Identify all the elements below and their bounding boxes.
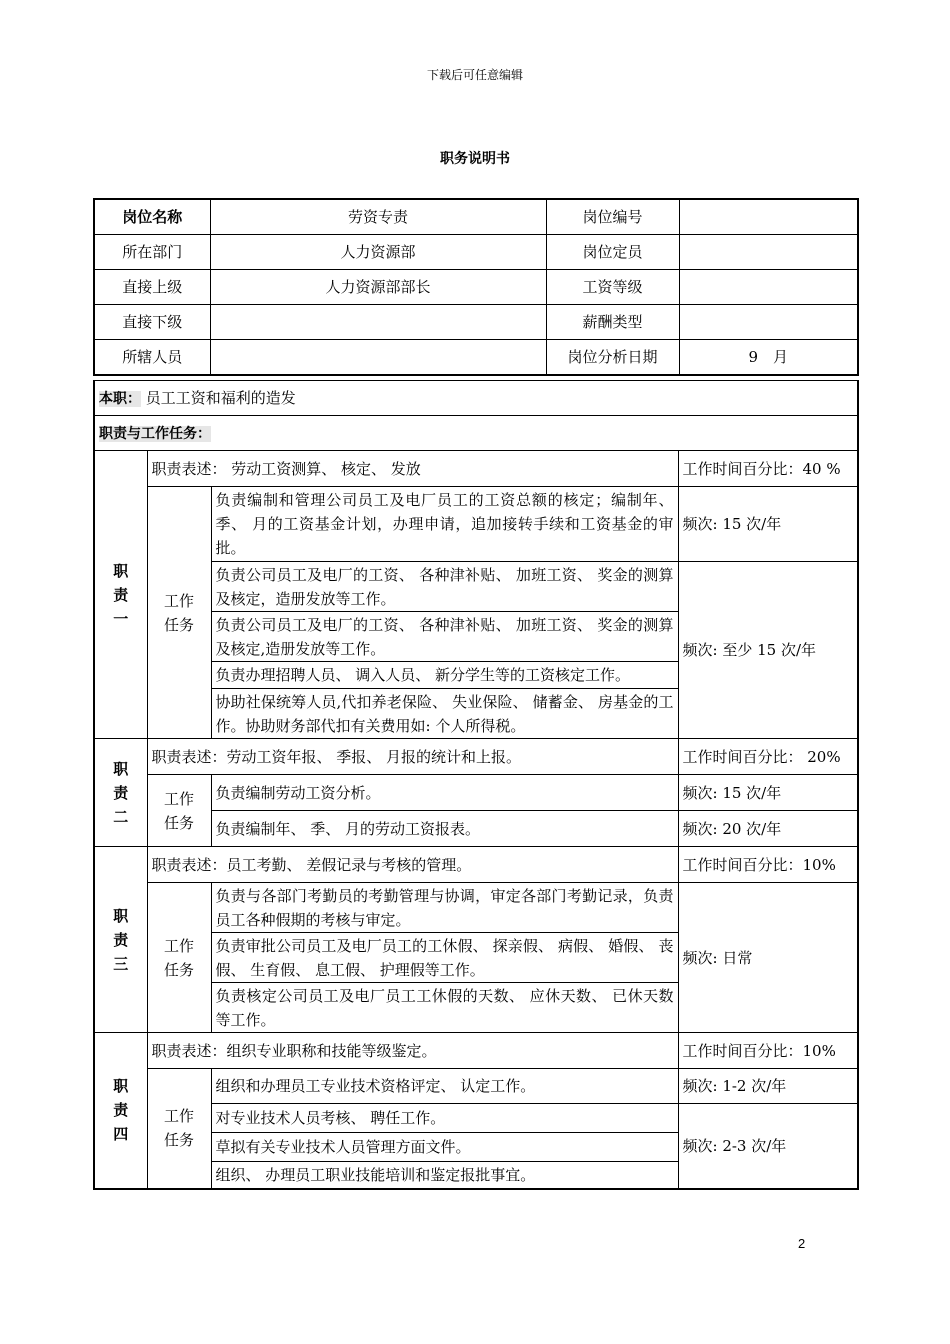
info-label: 直接下级 (94, 305, 210, 340)
task-item: 负责编制年、 季、 月的劳动工资报表。 (211, 811, 678, 847)
task-item: 负责公司员工及电厂的工资、 各种津补贴、 加班工资、 奖金的测算及核定,造册发放等工作。 (211, 612, 678, 662)
duty-row (94, 1033, 858, 1069)
frequency: 频次: 1-2 次/年 (678, 1069, 858, 1104)
duty1-desc: 职责表述： 劳动工资测算、 核定、 发放 (147, 451, 678, 487)
task-item: 负责核定公司员工及电厂员工工休假的天数、 应休天数、 已休天数等工作。 (211, 983, 678, 1033)
task-item: 对专业技术人员考核、 聘任工作。 (211, 1104, 678, 1133)
task-item: 草拟有关专业技术人员管理方面文件。 (211, 1133, 678, 1162)
duty3-time: 工作时间百分比：10% (678, 847, 858, 883)
work-tasks-label: 工作 任务 (147, 487, 211, 739)
position-info-table (93, 198, 859, 376)
page-number: 2 (798, 1236, 806, 1251)
frequency: 频次: 15 次/年 (678, 775, 858, 811)
duty4-desc: 职责表述：组织专业职称和技能等级鉴定。 (147, 1033, 678, 1069)
duty4-time: 工作时间百分比：10% (678, 1033, 858, 1069)
main-duty-label: 本职： (99, 390, 141, 407)
info-value (679, 199, 858, 235)
info-label: 薪酬类型 (546, 305, 679, 340)
duties-header-row (94, 416, 858, 451)
duty2-desc: 职责表述：劳动工资年报、 季报、 月报的统计和上报。 (147, 739, 678, 775)
info-label: 工资等级 (546, 270, 679, 305)
frequency: 频次: 日常 (678, 883, 858, 1033)
work-tasks-label: 工作 任务 (147, 883, 211, 1033)
duty1-label: 职 责 一 (94, 451, 147, 739)
info-row (94, 199, 858, 235)
info-value (679, 235, 858, 270)
duty1-time: 工作时间百分比：40 % (678, 451, 858, 487)
main-duty-row (94, 381, 858, 416)
task-row (94, 487, 858, 562)
frequency: 频次: 2-3 次/年 (678, 1104, 858, 1189)
duty-row (94, 739, 858, 775)
work-tasks-label: 工作 任务 (147, 1069, 211, 1189)
main-duty-text: 员工工资和福利的造发 (145, 388, 296, 407)
info-value: 9 月 (679, 340, 858, 376)
info-row (94, 340, 858, 376)
info-value: 人力资源部部长 (210, 270, 546, 305)
info-value (679, 270, 858, 305)
page-header: 下载后可任意编辑 (426, 68, 523, 82)
duties-header: 职责与工作任务： (99, 425, 211, 442)
duty2-label: 职 责 二 (94, 739, 147, 847)
duty4-label: 职 责 四 (94, 1033, 147, 1189)
info-label: 岗位名称 (94, 199, 210, 235)
duty2-time: 工作时间百分比： 20% (678, 739, 858, 775)
task-row (94, 883, 858, 933)
duty-row (94, 847, 858, 883)
task-item: 组织和办理员工专业技术资格评定、 认定工作。 (211, 1069, 678, 1104)
frequency: 频次: 15 次/年 (678, 487, 858, 562)
work-tasks-label: 工作 任务 (147, 775, 211, 847)
task-item: 负责审批公司员工及电厂员工的工休假、 探亲假、 病假、 婚假、 丧假、 生育假、 息工假、 护理假等工作。 (211, 933, 678, 983)
info-row (94, 305, 858, 340)
info-value (679, 305, 858, 340)
task-item: 组织、 办理员工职业技能培训和鉴定报批事宜。 (211, 1162, 678, 1189)
task-item: 负责与各部门考勤员的考勤管理与协调，审定各部门考勤记录，负责员工各种假期的考核与审定。 (211, 883, 678, 933)
duty3-label: 职 责 三 (94, 847, 147, 1033)
info-row (94, 270, 858, 305)
info-value (210, 340, 546, 376)
task-row (94, 1069, 858, 1104)
task-item: 负责编制劳动工资分析。 (211, 775, 678, 811)
task-item: 负责办理招聘人员、 调入人员、 新分学生等的工资核定工作。 (211, 662, 678, 689)
info-label: 岗位编号 (546, 199, 679, 235)
duty3-desc: 职责表述：员工考勤、 差假记录与考核的管理。 (147, 847, 678, 883)
info-value: 人力资源部 (210, 235, 546, 270)
info-value (210, 305, 546, 340)
info-value: 劳资专责 (210, 199, 546, 235)
info-label: 直接上级 (94, 270, 210, 305)
info-label: 所辖人员 (94, 340, 210, 376)
info-label: 所在部门 (94, 235, 210, 270)
duty-row (94, 451, 858, 487)
task-item: 协助社保统筹人员,代扣养老保险、 失业保险、 储蓄金、 房基金的工作。协助财务部代扣有关费用如: 个人所得税。 (211, 689, 678, 739)
task-item: 负责公司员工及电厂的工资、 各种津补贴、 加班工资、 奖金的测算及核定，造册发放等工作。 (211, 562, 678, 612)
info-row (94, 235, 858, 270)
task-item: 负责编制和管理公司员工及电厂员工的工资总额的核定；编制年、 季、 月的工资基金计划，办理申请，追加接转手续和工资基金的审批。 (211, 487, 678, 562)
info-label: 岗位定员 (546, 235, 679, 270)
frequency: 频次: 至少 15 次/年 (678, 562, 858, 739)
duties-table (93, 380, 859, 1190)
task-row (94, 775, 858, 811)
page-title: 职务说明书 (440, 151, 510, 167)
frequency: 频次: 20 次/年 (678, 811, 858, 847)
info-label: 岗位分析日期 (546, 340, 679, 376)
